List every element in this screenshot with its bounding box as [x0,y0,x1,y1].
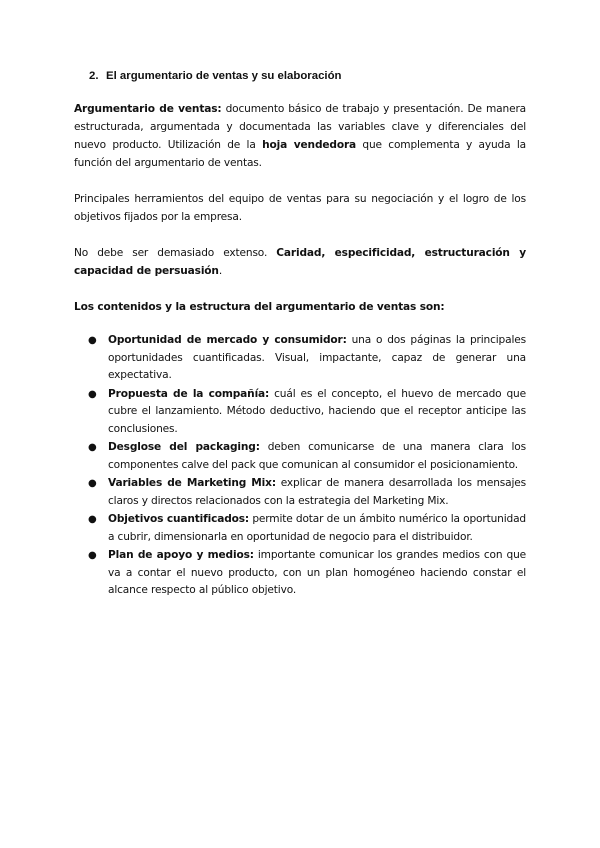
list-item-text: permite dotar de un ámbito numérico la oportunidad a cubrir, dimensionarla en oportunidad de negocio para el distribuidor. [108,513,526,543]
extension-qualities: Caridad, especificidad, estructuración y capacidad de persuasión [74,247,526,277]
list-item [88,439,526,474]
list-item [88,475,526,510]
list-item [88,332,526,385]
bullet-icon: ● [88,388,97,400]
list-item [88,511,526,546]
contenidos-heading-text: Los contenidos y la estructura del argumentario de ventas son: [74,301,445,313]
section-title: El argumentario de ventas y su elaboración [106,70,342,82]
list-item-text: cuál es el concepto, el huevo de mercado que cubre el lanzamiento. Método deductivo, haciendo que el receptor anticipe las conclusiones. [108,387,526,435]
bullet-icon: ● [88,335,97,346]
list-item-text: deben comunicarse de una manera clara los componentes calve del pack que comunican al consumidor el posicionamiento. [108,441,527,471]
paragraph-contenidos-heading [74,298,526,316]
section-number: 2. [89,70,99,82]
definition-text-a: documento básico de trabajo y presentación. De manera estructurada, argumentada y documentada las variables clave y diferenciales del nuevo producto. Utilización de la [74,103,526,151]
list-item-term: Objetivos cuantificados: [108,513,250,525]
bullet-icon: ● [88,442,97,453]
section-heading [89,70,341,82]
list-item-term: Oportunidad de mercado y consumidor: [108,334,347,346]
term-hoja-vendedora: hoja vendedora [262,139,357,151]
definition-text-b: que complementa y ayuda la función del argumentario de ventas. [74,139,526,169]
list-item-term: Variables de Marketing Mix: [108,477,276,489]
extension-text: No debe ser demasiado extenso. [74,247,277,259]
extension-end: . [218,265,223,277]
bullet-icon: ● [88,478,97,489]
list-item-term: Desglose del packaging: [108,441,260,453]
list-item-text: explicar de manera desarrollada los mensajes claros y directos relacionados con la estrategia del Marketing Mix. [108,477,526,507]
paragraph-argumentario-definition [74,100,526,172]
herramientas-text: Principales herramientos del equipo de ventas para su negociación y el logro de los objetivos fijados por la empresa. [74,193,526,223]
list-item [88,547,526,600]
list-item-term: Plan de apoyo y medios: [108,549,254,561]
paragraph-herramientas [74,190,526,226]
list-item-text: importante comunicar los grandes medios con que va a contar el nuevo producto, con un plan homogéneo haciendo constar el alcance respecto al público objetivo. [108,549,526,596]
bullet-icon: ● [88,514,97,525]
contents-bullet-list [88,332,526,601]
term-argumentario: Argumentario de ventas: [74,103,222,115]
bullet-icon: ● [88,550,97,561]
list-item-term: Propuesta de la compañía: [108,387,270,400]
paragraph-extension [74,244,526,280]
list-item [88,386,526,439]
list-item-text: una o dos páginas la principales oportunidades cuantificadas. Visual, impactante, capaz de generar una expectativa. [108,334,526,381]
